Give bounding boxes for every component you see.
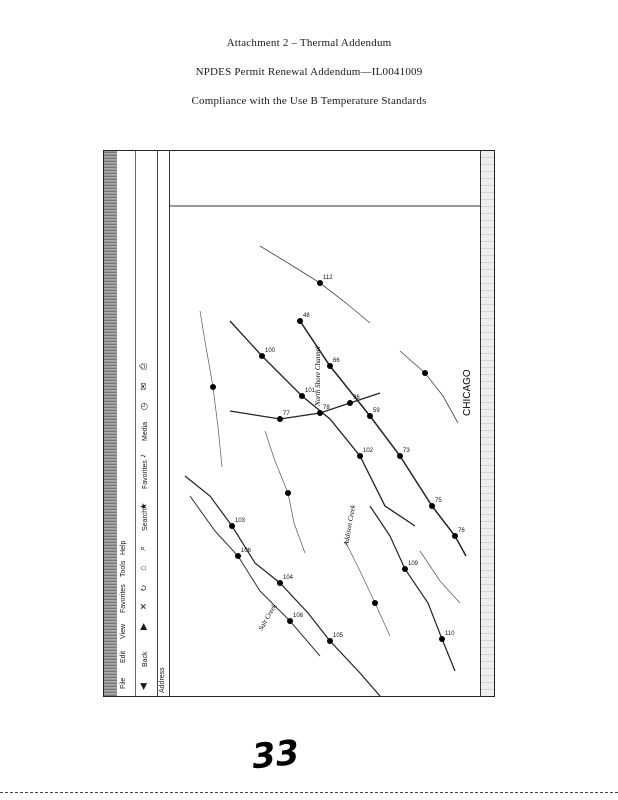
toolbar-search[interactable]: Search: [142, 508, 149, 531]
station-label: 66: [333, 358, 340, 364]
header-line-2: NPDES Permit Renewal Addendum—IL0041009: [195, 66, 423, 78]
station-label: 48: [303, 313, 310, 319]
forward-icon[interactable]: ▶: [137, 623, 148, 630]
media-icon[interactable]: ♪: [137, 453, 148, 459]
toolbar-media[interactable]: Media: [142, 421, 149, 441]
station-label: 100: [265, 348, 276, 354]
station-marker: [422, 370, 428, 376]
header-line-1: Attachment 2 – Thermal Addendum: [226, 37, 392, 49]
menu-tools[interactable]: Tools: [120, 560, 127, 577]
history-icon[interactable]: ◷: [138, 402, 149, 411]
station-label: 76: [458, 528, 465, 534]
station-label: 103: [235, 518, 246, 524]
bottom-divider: [0, 792, 618, 793]
station-label: 109: [408, 561, 419, 567]
station-marker: [285, 490, 291, 496]
station-label: 106: [241, 548, 252, 554]
station-label: 102: [363, 448, 374, 454]
favorites-icon[interactable]: ★: [138, 502, 149, 511]
menu-edit[interactable]: Edit: [120, 650, 127, 663]
browser-screenshot: [103, 150, 495, 697]
station-label: 101: [305, 388, 316, 394]
toolbar-back[interactable]: Back: [142, 651, 149, 667]
station-marker: [210, 384, 216, 390]
map-view[interactable]: [170, 151, 480, 696]
home-icon[interactable]: ⌂: [137, 565, 148, 571]
mail-icon[interactable]: ✉: [138, 382, 149, 391]
station-label: 77: [283, 411, 290, 417]
menu-bar: [117, 151, 136, 696]
station-label: 104: [283, 575, 294, 581]
waterway-label: North Shore Channel: [314, 346, 322, 406]
back-icon[interactable]: ◀: [137, 683, 148, 690]
window-edge: [104, 151, 117, 696]
waterway-map: [170, 151, 480, 696]
scrollbar[interactable]: [480, 151, 494, 696]
refresh-icon[interactable]: ↻: [138, 584, 149, 593]
station-label: 110: [445, 631, 455, 637]
station-label: 73: [403, 448, 410, 454]
menu-file[interactable]: File: [120, 677, 127, 689]
address-bar[interactable]: [157, 151, 170, 696]
page-number: 33: [250, 732, 302, 778]
address-label: Address: [159, 667, 166, 693]
menu-view[interactable]: View: [120, 623, 127, 639]
waterway-label: Addison Creek: [342, 504, 358, 547]
toolbar: [135, 151, 158, 696]
station-markers: [210, 280, 458, 644]
station-label: 75: [435, 498, 442, 504]
station-label: 108: [293, 613, 304, 619]
header-line-3: Compliance with the Use B Temperature Standards: [191, 95, 427, 107]
station-label: 105: [333, 633, 344, 639]
station-label: 78: [323, 405, 330, 411]
city-label: CHICAGO: [462, 369, 473, 416]
menu-help[interactable]: Help: [120, 540, 127, 555]
waterway-label: Salt Creek: [256, 602, 279, 632]
station-marker: [372, 600, 378, 606]
print-icon[interactable]: ⎙: [138, 362, 149, 371]
station-label: 112: [323, 275, 333, 281]
toolbar-favorites[interactable]: Favorites: [142, 460, 149, 489]
stop-icon[interactable]: ✕: [138, 602, 149, 611]
search-icon[interactable]: ⌕: [137, 545, 148, 552]
menu-favorites[interactable]: Favorites: [120, 584, 127, 613]
station-label: 59: [373, 408, 380, 414]
station-label: 96: [353, 395, 360, 401]
